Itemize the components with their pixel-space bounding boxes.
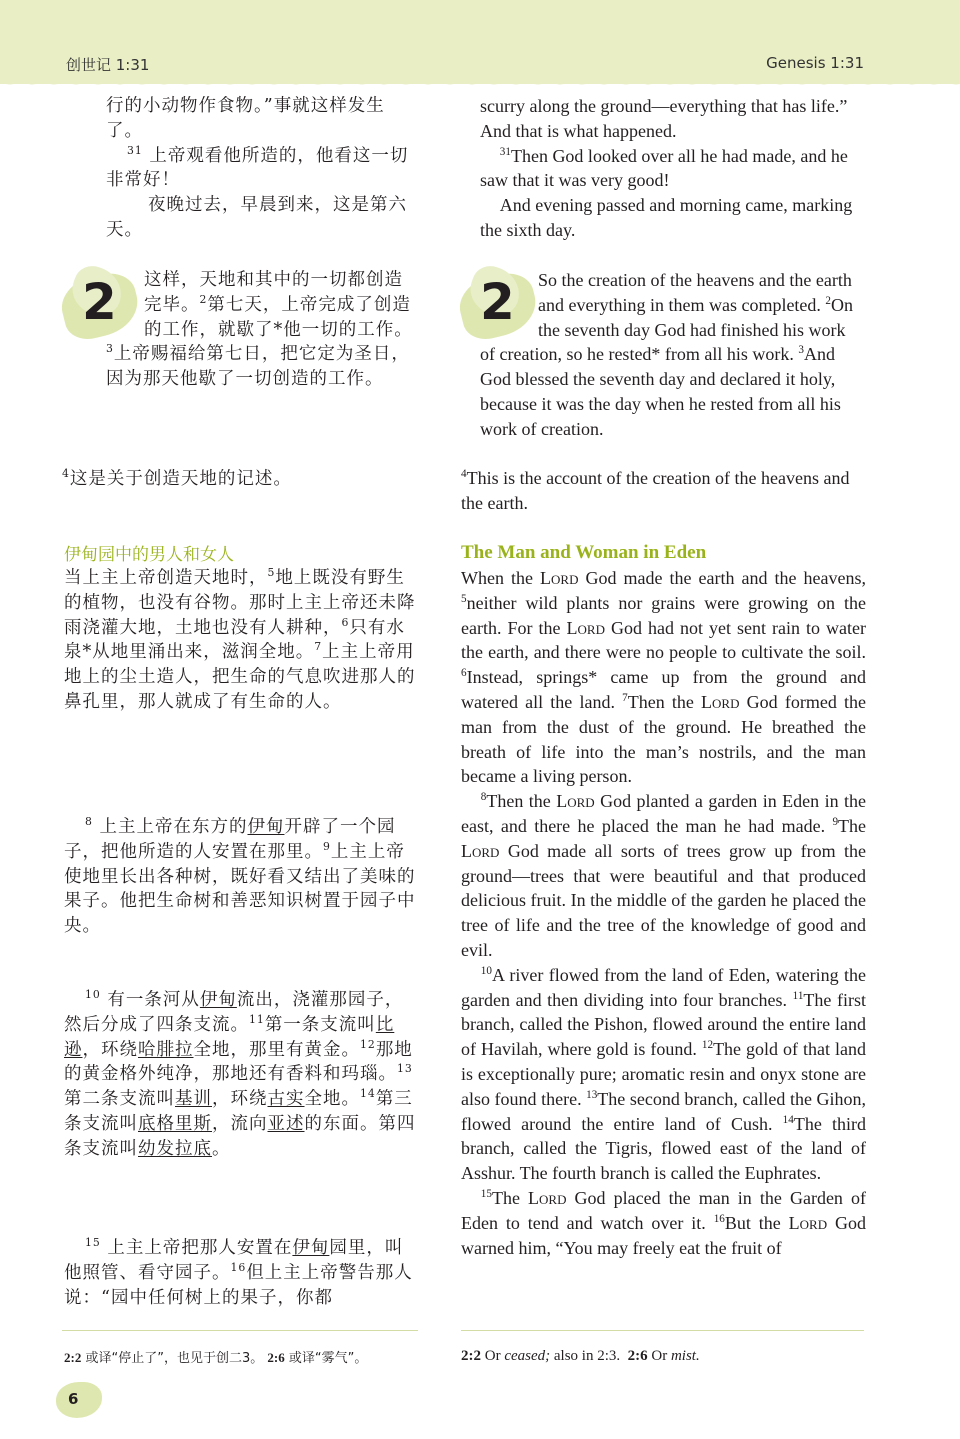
zh-footnote-rule <box>62 1330 418 1331</box>
zh-section-heading: 伊甸园中的男人和女人 <box>64 545 234 565</box>
en-chapter-number: 2 <box>480 273 515 331</box>
running-header-en: Genesis 1:31 <box>766 54 864 72</box>
en-section-heading: The Man and Woman in Eden <box>461 542 707 563</box>
zh-sixth-day: 夜晚过去，早晨到来，这是第六天。 <box>106 195 407 240</box>
en-chapter-2-intro: So the creation of the heavens and the earth and everything in them was completed. $^2$On the seventh day God had finished his work of creation, so he rested* from all his work. $^3$And God blessed the seventh day and declared it holy, because it was the day when he rested from all his work of creation. <box>480 270 853 439</box>
zh-verse-31: $^{31}$ 上帝观看他所造的，他看这一切非常好！ <box>106 143 409 191</box>
en-sixth-day: And evening passed and morning came, marking the sixth day. <box>480 195 853 240</box>
page-number: 6 <box>68 1390 79 1408</box>
zh-passage-1-31 <box>106 94 418 243</box>
en-footnotes: 2:2 Or ceased; also in 2:3. 2:6 Or mist. <box>461 1348 700 1364</box>
zh-verses-15-16: $^{15}$ 上主上帝把那人安置在伊甸园里，叫他照管、看守园子。$^{16}$但上主上帝警告那人说：“园中任何树上的果子，你都 <box>64 1236 413 1308</box>
zh-chapter-number: 2 <box>82 273 117 331</box>
zh-footnotes: 2:2 或译“停止了”，也见于创二3。 2:6 或译“雾气”。 <box>64 1350 368 1366</box>
zh-verses-4-7: 当上主上帝创造天地时，$^5$地上既没有野生的植物，也没有谷物。那时上主上帝还未降雨浇灌大地，土地也没有人耕种，$^6$只有水泉*从地里涌出来，滋润全地。$^7$上主上帝用地上的尘土造人，把生命的气息吹进那人的鼻孔里，那人就成了有生命的人。 <box>64 566 416 712</box>
en-verse-30-end: scurry along the ground—everything that has life.” And that is what happened. <box>480 96 848 141</box>
running-header-zh: 创世记 1:31 <box>66 56 150 74</box>
page-number-splash <box>56 1382 102 1418</box>
zh-verse-4: $^4$这是关于创造天地的记述。 <box>62 467 292 489</box>
zh-chapter-2-intro: 这样，天地和其中的一切都创造完毕。$^2$第七天，上帝完成了创造的工作，就歇了*他一切的工作。$^3$上帝赐福给第七日，把它定为圣日，因为那天他歇了一切创造的工作。 <box>106 270 413 390</box>
en-footnote-rule <box>461 1330 864 1331</box>
zh-verses-10-14: $^{10}$ 有一条河从伊甸流出，浇灌那园子，然后分成了四条支流。$^{11}$第一条支流叫比逊，环绕哈腓拉全地，那里有黄金。$^{12}$那地的黄金格外纯净，那地还有香料和玛瑙。$^{13}$第二条支流叫基训，环绕古实全地。$^{14}$第三条支流叫底格里斯，流向亚述的东面。第四条支流叫幼发拉底。 <box>64 988 416 1159</box>
zh-verse-30-end: 行的小动物作食物。”事就这样发生了。 <box>106 96 385 141</box>
en-verse-4: $^4$This is the account of the creation of the heavens and the earth. <box>461 468 850 513</box>
en-verse-31: $^{31}$Then God looked over all he had made, and he saw that it was very good! <box>480 145 848 191</box>
zh-verses-8-9: $^8$ 上主上帝在东方的伊甸开辟了一个园子，把他所造的人安置在那里。$^9$上主上帝使地里长出各种树，既好看又结出了美味的果子。他把生命树和善恶知识树置于园子中央。 <box>64 815 416 937</box>
en-passage-1-31 <box>480 94 864 243</box>
en-verses-4-16: When the Lord God made the earth and the heavens, $^5$neither wild plants nor grains were growing on the earth. For the Lord God had not yet sent rain to water the earth, and there were no people to cultivate the soil. $^6$Instead, springs* came up from the ground and watered all the land. $^7$Then the Lord God formed the man from the dust of the ground. He breathed the breath of life into the man’s nostrils, and the man became a living person. $^8$Then the Lord God planted a garden in Eden in the east, and there he placed the man he had made. $^9$The Lord God made all sorts of trees grow up from the ground—trees that were beautiful and that produced delicious fruit. In the middle of the garden he placed the tree of life and the tree of the knowledge of good and evil. $^{10}$A river flowed from the land of Eden, watering the garden and then dividing into four branches. $^{11}$The first branch, called the Pishon, flowed around the entire land of Havilah, where gold is found. $^{12}$The gold of that land is exceptionally pure; aromatic resin and onyx stone are also found there. $^{13}$The second branch, called the Gihon, flowed around the entire land of Cush. $^{14}$The third branch, called the Tigris, flowed east of the land of Asshur. The fourth branch is called the Euphrates. $^{15}$The Lord God placed the man in the Garden of Eden to tend and watch over it. $^{16}$But the Lord God warned him, “You may freely eat the fruit of <box>461 568 867 1258</box>
